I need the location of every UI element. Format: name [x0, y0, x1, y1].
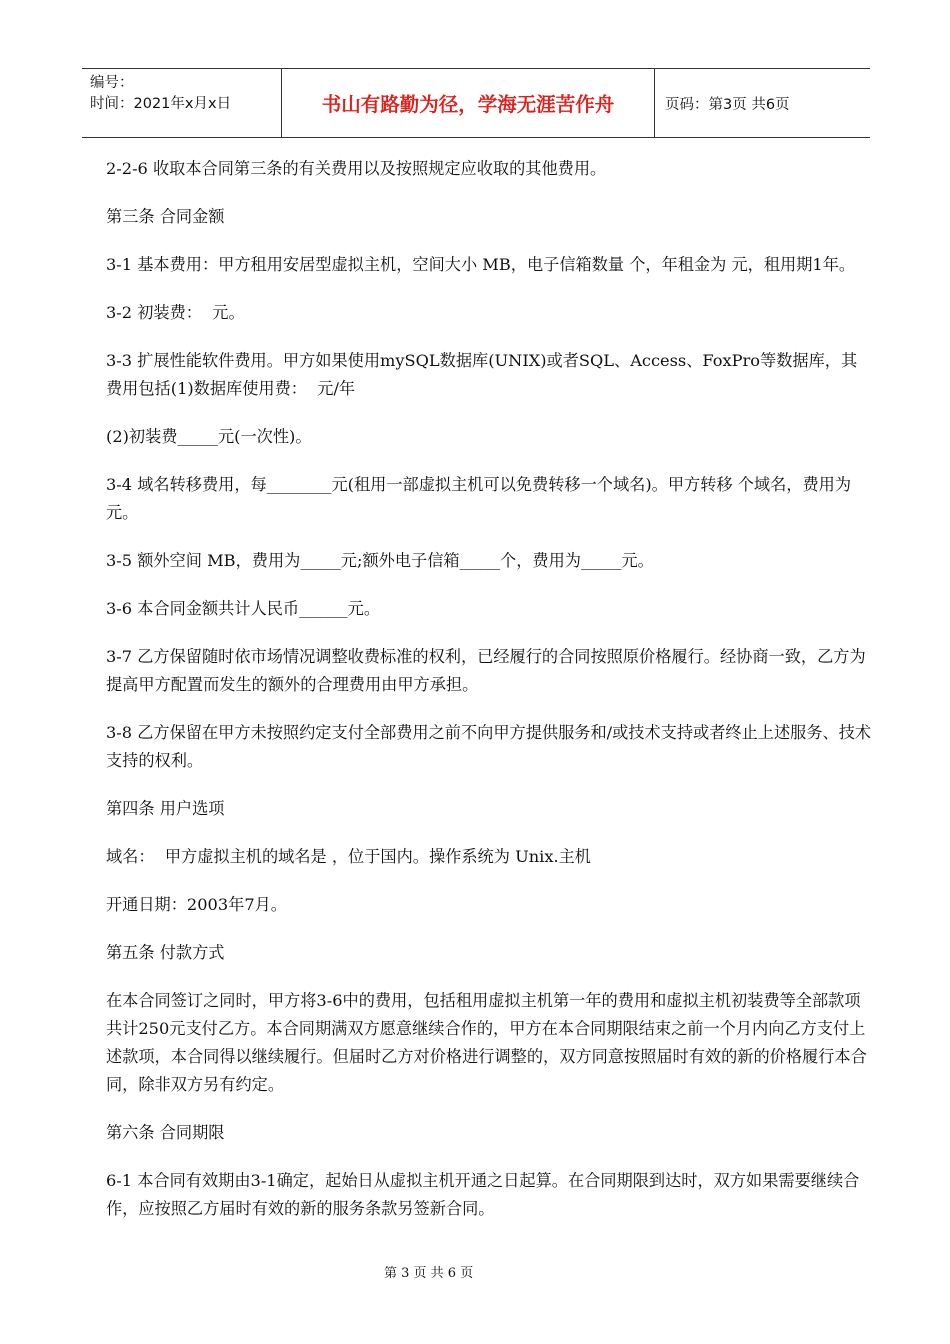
paragraph-3-3-2: (2)初装费_____元(一次性)。: [106, 427, 312, 446]
paragraph-domain: 域名： 甲方虚拟主机的域名是 ，位于国内。操作系统为 Unix.主机: [106, 847, 591, 866]
section-heading-3: 第三条 合同金额: [106, 207, 225, 226]
document-date: 时间：2021年x月x日: [90, 96, 232, 112]
paragraph-6-1: 6-1 本合同有效期由3-1确定，起始日从虚拟主机开通之日起算。在合同期限到达时，双方如果需要继续合作，应按照乙方届时有效的新的服务条款另签新合同。: [106, 1171, 860, 1218]
section-heading-5: 第五条 付款方式: [106, 943, 225, 962]
paragraph-payment: 在本合同签订之同时，甲方将3-6中的费用，包括租用虚拟主机第一年的费用和虚拟主机初装费等全部款项共计250元支付乙方。本合同期满双方愿意继续合作的，甲方在本合同期限结束之前一个月内向乙方支付上述款项，本合同得以继续履行。但届时乙方对价格进行调整的，双方同意按照届时有效的新的价格履行本合同，除非双方另有约定。: [106, 991, 867, 1094]
paragraph-3-6: 3-6 本合同金额共计人民币______元。: [106, 599, 381, 618]
section-heading-4: 第四条 用户选项: [106, 799, 225, 818]
document-number: 编号：: [90, 75, 134, 91]
page-footer: 第 3 页 共 6 页: [384, 1266, 474, 1281]
document-body: [106, 155, 872, 1243]
paragraph-open-date: 开通日期：2003年7月。: [106, 895, 287, 914]
paragraph-3-8: 3-8 乙方保留在甲方未按照约定支付全部费用之前不向甲方提供服务和/或技术支持或者终止上述服务、技术支持的权利。: [106, 723, 872, 770]
paragraph-3-7: 3-7 乙方保留随时依市场情况调整收费标准的权利，已经履行的合同按照原价格履行。经协商一致，乙方为提高甲方配置而发生的额外的合理费用由甲方承担。: [106, 647, 866, 694]
paragraph-3-2: 3-2 初装费： 元。: [106, 303, 245, 322]
page-header: [82, 68, 870, 138]
paragraph-3-1: 3-1 基本费用：甲方租用安居型虚拟主机，空间大小 MB，电子信箱数量 个，年租金为 元，租用期1年。: [106, 255, 856, 274]
header-motto: 书山有路勤为径，学海无涯苦作舟: [282, 69, 655, 137]
paragraph-3-3: 3-3 扩展性能软件费用。甲方如果使用mySQL数据库(UNIX)或者SQL、Access、FoxPro等数据库，其费用包括(1)数据库使用费： 元/年: [106, 351, 858, 398]
paragraph-3-5: 3-5 额外空间 MB，费用为_____元;额外电子信箱_____个，费用为_____元。: [106, 551, 654, 570]
header-meta: [82, 69, 282, 137]
header-page-info: 页码：第3页 共6页: [665, 96, 790, 113]
section-heading-6: 第六条 合同期限: [106, 1123, 225, 1142]
paragraph-3-4: 3-4 域名转移费用，每________元(租用一部虚拟主机可以免费转移一个域名)。甲方转移 个域名，费用为 元。: [106, 475, 857, 522]
paragraph-2-2-6: 2-2-6 收取本合同第三条的有关费用以及按照规定应收取的其他费用。: [106, 159, 607, 178]
